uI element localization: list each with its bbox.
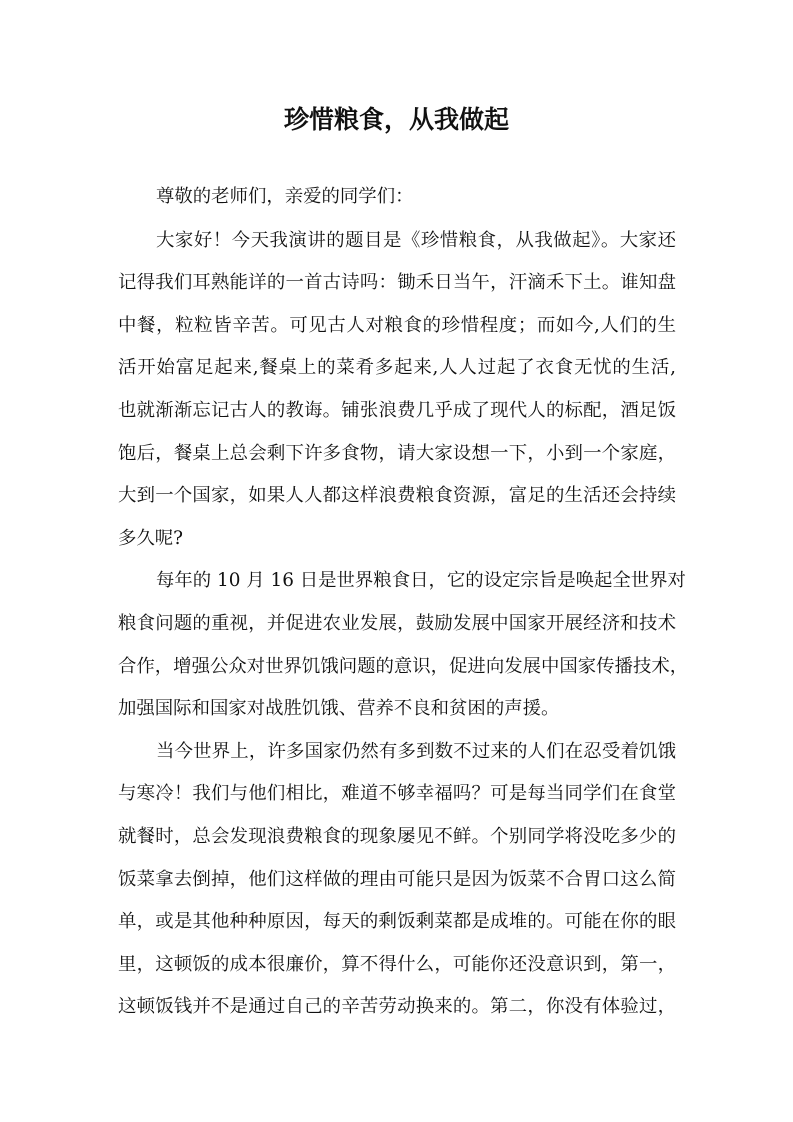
text-line: 饭菜拿去倒掉，他们这样做的理由可能只是因为饭菜不合胃口这么简 xyxy=(118,868,676,890)
text-line: 饱后，餐桌上总会剩下许多食物，请大家设想一下，小到一个家庭， xyxy=(118,442,676,464)
text-line: 多久呢? xyxy=(118,527,184,549)
text-line: 就餐时，总会发现浪费粮食的现象屡见不鲜。个别同学将没吃多少的 xyxy=(118,825,676,847)
text-line: 单，或是其他种种原因，每天的剩饭剩菜都是成堆的。可能在你的眼 xyxy=(118,911,676,933)
text-line: 粮食问题的重视，并促进农业发展，鼓励发展中国家开展经济和技术 xyxy=(118,612,676,634)
document-title: 珍惜粮食，从我做起 xyxy=(283,105,509,134)
paragraph xyxy=(118,227,676,568)
text-line: 活开始富足起来,餐桌上的菜肴多起来,人人过起了衣食无忧的生活, xyxy=(118,357,676,379)
text-line: 大家好！今天我演讲的题目是《珍惜粮食，从我做起》。大家还 xyxy=(156,229,676,251)
text-line: 加强国际和国家对战胜饥饿、营养不良和贫困的声援。 xyxy=(118,698,560,720)
text-line: 每年的 10 月 16 日是世界粮食日，它的设定宗旨是唤起全世界对 xyxy=(156,570,686,592)
paragraph xyxy=(118,567,689,737)
text-line: 里，这顿饭的成本很廉价，算不得什么，可能你还没意识到，第一， xyxy=(118,953,676,975)
text-line: 记得我们耳熟能详的一首古诗吗：锄禾日当午，汗滴禾下土。谁知盘 xyxy=(118,272,676,294)
document-body xyxy=(118,183,689,1036)
text-line: 中餐，粒粒皆辛苦。可见古人对粮食的珍惜程度；而如今,人们的生 xyxy=(118,314,676,336)
paragraph xyxy=(118,738,676,1036)
text-line: 大到一个国家，如果人人都这样浪费粮食资源，富足的生活还会持续 xyxy=(118,485,676,507)
salutation: 尊敬的老师们，亲爱的同学们： xyxy=(156,186,414,207)
text-line: 这顿饭钱并不是通过自己的辛苦劳动换来的。第二，你没有体验过， xyxy=(118,996,676,1018)
text-line: 当今世界上，许多国家仍然有多到数不过来的人们在忍受着饥饿 xyxy=(156,740,676,762)
text-line: 也就渐渐忘记古人的教诲。铺张浪费几乎成了现代人的标配，酒足饭 xyxy=(118,399,676,421)
text-line: 与寒冷！我们与他们相比，难道不够幸福吗？可是每当同学们在食堂 xyxy=(118,783,676,805)
text-line: 合作，增强公众对世界饥饿问题的意识，促进向发展中国家传播技术， xyxy=(118,655,689,677)
